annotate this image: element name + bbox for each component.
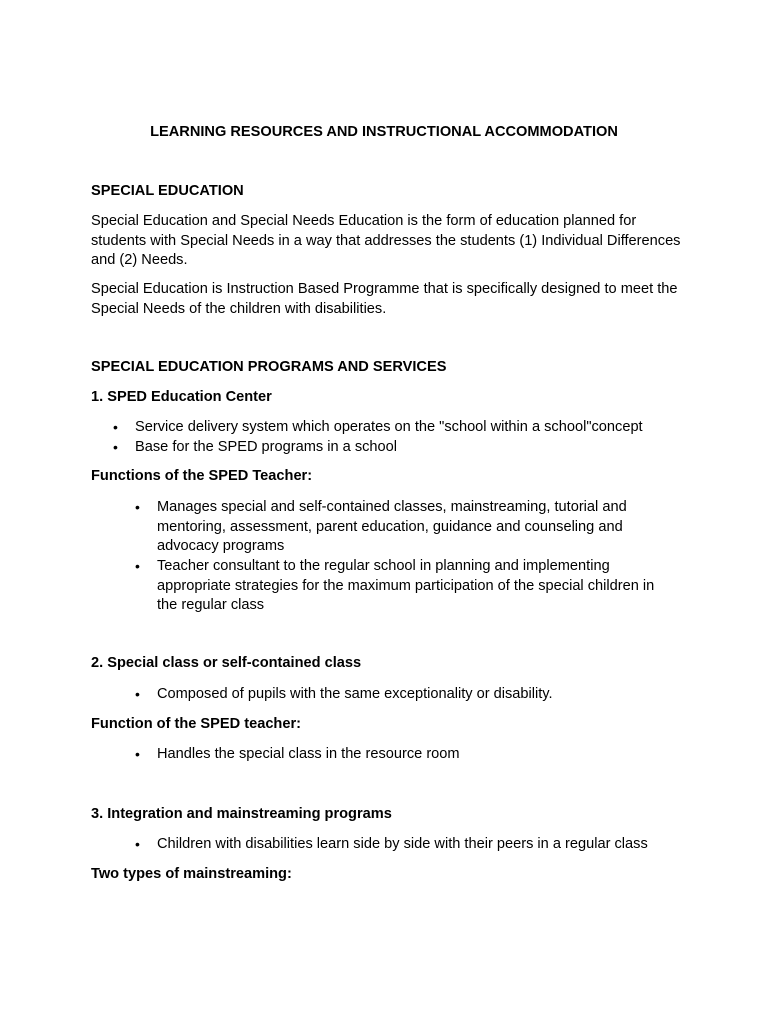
list-item-text: Children with disabilities learn side by side with their peers in a regular class <box>157 836 648 852</box>
bullet-icon: • <box>135 686 140 702</box>
document-title: LEARNING RESOURCES AND INSTRUCTIONAL ACCOMMODATION <box>150 124 618 140</box>
bullet-icon: • <box>135 836 140 852</box>
list-item-text: Service delivery system which operates on the "school within a school"concept <box>135 419 643 435</box>
heading-programs-and-services: SPECIAL EDUCATION PROGRAMS AND SERVICES <box>91 359 447 375</box>
bullet-icon: • <box>135 558 140 574</box>
bullet-icon: • <box>113 419 118 435</box>
list-item-text: Handles the special class in the resource room <box>157 746 460 762</box>
heading-sped-education-center: 1. SPED Education Center <box>91 389 272 405</box>
heading-special-education: SPECIAL EDUCATION <box>91 183 244 199</box>
list-item-text: Base for the SPED programs in a school <box>135 439 398 455</box>
list-item-text: Manages special and self-contained classes, mainstreaming, tutorial and mentoring, assessment, parent education, guidance and counseling and advocacy programs <box>157 499 627 554</box>
heading-functions-of-sped-teacher: Functions of the SPED Teacher: <box>91 468 313 484</box>
heading-two-types-of-mainstreaming: Two types of mainstreaming: <box>91 866 292 882</box>
paragraph-instruction-based-programme: Special Education is Instruction Based Programme that is specifically designed to meet the Special Needs of the children with disabilities. <box>91 281 678 317</box>
bullet-icon: • <box>135 499 140 515</box>
bullet-icon: • <box>135 746 140 762</box>
paragraph-special-education-definition: Special Education and Special Needs Education is the form of education planned for students with Special Needs in a way that addresses the students (1) Individual Differences and (2) Needs. <box>91 213 681 268</box>
heading-function-of-sped-teacher: Function of the SPED teacher: <box>91 716 302 732</box>
heading-special-class: 2. Special class or self-contained class <box>91 655 362 671</box>
list-item-text: Composed of pupils with the same exceptionality or disability. <box>157 686 553 702</box>
heading-integration-mainstreaming: 3. Integration and mainstreaming programs <box>91 806 392 822</box>
bullet-icon: • <box>113 439 118 455</box>
list-item-text: Teacher consultant to the regular school in planning and implementing appropriate strategies for the maximum participation of the special children in the regular class <box>157 558 655 613</box>
